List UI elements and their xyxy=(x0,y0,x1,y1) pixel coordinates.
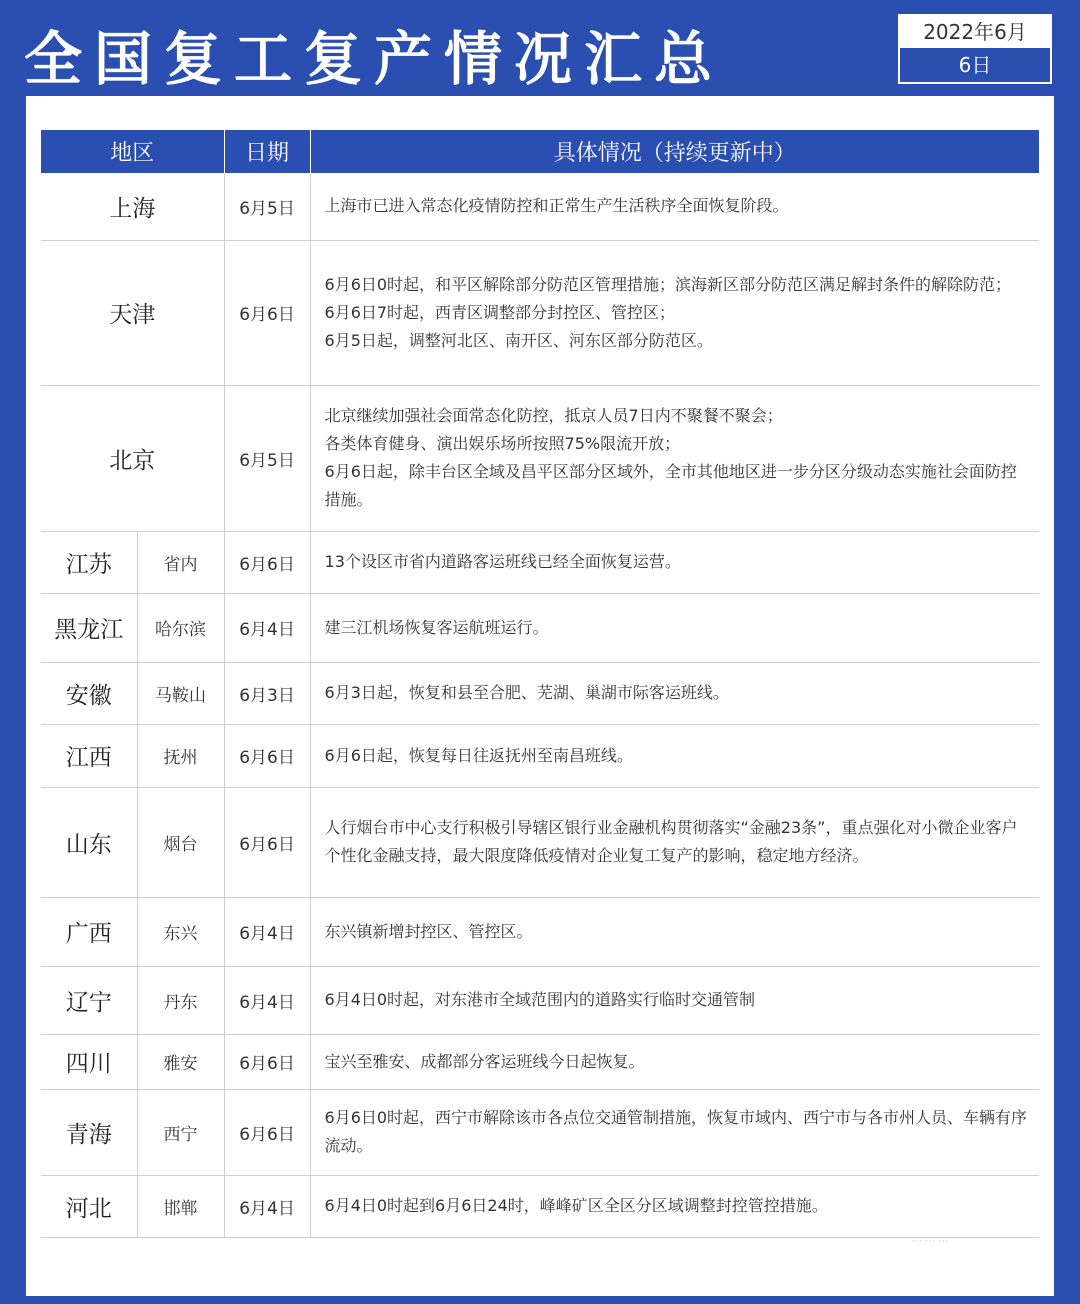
province-cell: 北京 xyxy=(41,385,224,531)
table-row xyxy=(41,724,1039,787)
page-title: 全国复工复产情况汇总 xyxy=(24,25,725,93)
details-cell xyxy=(310,240,1039,385)
details-cell xyxy=(310,787,1039,897)
province-cell: 安徽 xyxy=(41,662,137,724)
date-cell: 6月6日 xyxy=(224,531,310,593)
date-cell: 6月3日 xyxy=(224,662,310,724)
date-cell: 6月6日 xyxy=(224,1034,310,1089)
details-line: 北京继续加强社会面常态化防控，抵京人员7日内不聚餐不聚会； xyxy=(324,406,783,425)
table-row xyxy=(41,531,1039,593)
date-cell: 6月5日 xyxy=(224,173,310,240)
date-badge xyxy=(898,14,1052,84)
details-line: 6月6日7时起，西青区调整部分封控区、管控区； xyxy=(324,302,676,322)
province-cell: 四川 xyxy=(41,1034,137,1089)
table-header-row xyxy=(41,130,1039,173)
details-line: 东兴镇新增封控区、管控区。 xyxy=(324,921,533,941)
table-row xyxy=(41,1034,1039,1089)
city-cell: 西宁 xyxy=(137,1089,224,1175)
date-cell: 6月6日 xyxy=(224,1089,310,1175)
details-line: 6月6日0时起，和平区解除部分防范区管理措施；滨海新区部分防范区满足解封条件的解除防范； xyxy=(324,274,1012,294)
date-cell: 6月4日 xyxy=(224,897,310,966)
table-row xyxy=(41,385,1039,531)
details-line: 13个设区市省内道路客运班线已经全面恢复运营。 xyxy=(324,552,681,571)
table-row xyxy=(41,1089,1039,1175)
city-cell: 省内 xyxy=(137,531,224,593)
details-cell xyxy=(310,1089,1039,1175)
province-cell: 江西 xyxy=(41,724,137,787)
province-cell: 河北 xyxy=(41,1175,137,1237)
details-line: 6月5日起，调整河北区、南开区、河东区部分防范区。 xyxy=(324,330,713,350)
details-cell xyxy=(310,1034,1039,1089)
date-cell: 6月6日 xyxy=(224,724,310,787)
date-cell: 6月4日 xyxy=(224,593,310,662)
table-row xyxy=(41,897,1039,966)
details-line: 6月6日0时起，西宁市解除该市各点位交通管制措施，恢复市域内、西宁市与各市州人员、车辆有序流动。 xyxy=(324,1108,1028,1155)
table-row xyxy=(41,966,1039,1034)
city-cell: 邯郸 xyxy=(137,1175,224,1237)
details-cell xyxy=(310,724,1039,787)
city-cell: 东兴 xyxy=(137,897,224,966)
province-cell: 黑龙江 xyxy=(41,593,137,662)
city-cell: 雅安 xyxy=(137,1034,224,1089)
details-line: 6月3日起，恢复和县至合肥、芜湖、巢湖市际客运班线。 xyxy=(324,683,729,702)
table-row xyxy=(41,1175,1039,1237)
details-line: 6月4日0时起，对东港市全域范围内的道路实行临时交通管制 xyxy=(324,990,756,1009)
column-header-region: 地区 xyxy=(41,130,224,173)
details-cell xyxy=(310,1175,1039,1237)
details-cell xyxy=(310,173,1039,240)
summary-table xyxy=(41,130,1039,1238)
province-cell: 江苏 xyxy=(41,531,137,593)
details-line: 各类体育健身、演出娱乐场所按照75%限流开放； xyxy=(324,434,681,453)
details-cell xyxy=(310,897,1039,966)
table-row xyxy=(41,662,1039,724)
date-cell: 6月6日 xyxy=(224,787,310,897)
column-header-details: 具体情况（持续更新中） xyxy=(310,130,1039,173)
details-cell xyxy=(310,662,1039,724)
table-row xyxy=(41,593,1039,662)
details-cell xyxy=(310,531,1039,593)
details-line: 宝兴至雅安、成都部分客运班线今日起恢复。 xyxy=(324,1051,645,1071)
details-line: 6月6日起，恢复每日往返抚州至南昌班线。 xyxy=(324,745,633,765)
column-header-date: 日期 xyxy=(224,130,310,173)
city-cell: 抚州 xyxy=(137,724,224,787)
city-cell: 丹东 xyxy=(137,966,224,1034)
table-row xyxy=(41,173,1039,240)
details-cell xyxy=(310,385,1039,531)
details-line: 6月6日起，除丰台区全域及昌平区部分区域外，全市其他地区进一步分区分级动态实施社会面防控措施。 xyxy=(324,462,1017,509)
details-line: 人行烟台市中心支行积极引导辖区银行业金融机构贯彻落实“金融23条”，重点强化对小微企业客户个性化金融支持，最大限度降低疫情对企业复工复产的影响，稳定地方经济。 xyxy=(324,818,1018,865)
table-row xyxy=(41,787,1039,897)
details-line: 6月4日0时起到6月6日24时，峰峰矿区全区分区域调整封控管控措施。 xyxy=(324,1196,828,1215)
date-cell: 6月4日 xyxy=(224,966,310,1034)
table-body xyxy=(41,173,1039,1237)
date-day: 6日 xyxy=(958,53,992,77)
details-cell xyxy=(310,966,1039,1034)
province-cell: 青海 xyxy=(41,1089,137,1175)
province-cell: 山东 xyxy=(41,787,137,897)
province-cell: 辽宁 xyxy=(41,966,137,1034)
table-row xyxy=(41,240,1039,385)
details-line: 上海市已进入常态化疫情防控和正常生产生活秩序全面恢复阶段。 xyxy=(324,196,789,216)
city-cell: 哈尔滨 xyxy=(137,593,224,662)
province-cell: 上海 xyxy=(41,173,224,240)
date-cell: 6月5日 xyxy=(224,385,310,531)
date-cell: 6月6日 xyxy=(224,240,310,385)
details-cell xyxy=(310,593,1039,662)
watermark: ⋯ ⋯ ⋯ xyxy=(912,1236,949,1247)
province-cell: 天津 xyxy=(41,240,224,385)
city-cell: 烟台 xyxy=(137,787,224,897)
date-cell: 6月4日 xyxy=(224,1175,310,1237)
province-cell: 广西 xyxy=(41,897,137,966)
header-bar xyxy=(0,0,1080,96)
date-month: 2022年6月 xyxy=(900,16,1050,48)
details-line: 建三江机场恢复客运航班运行。 xyxy=(324,617,549,637)
city-cell: 马鞍山 xyxy=(137,662,224,724)
